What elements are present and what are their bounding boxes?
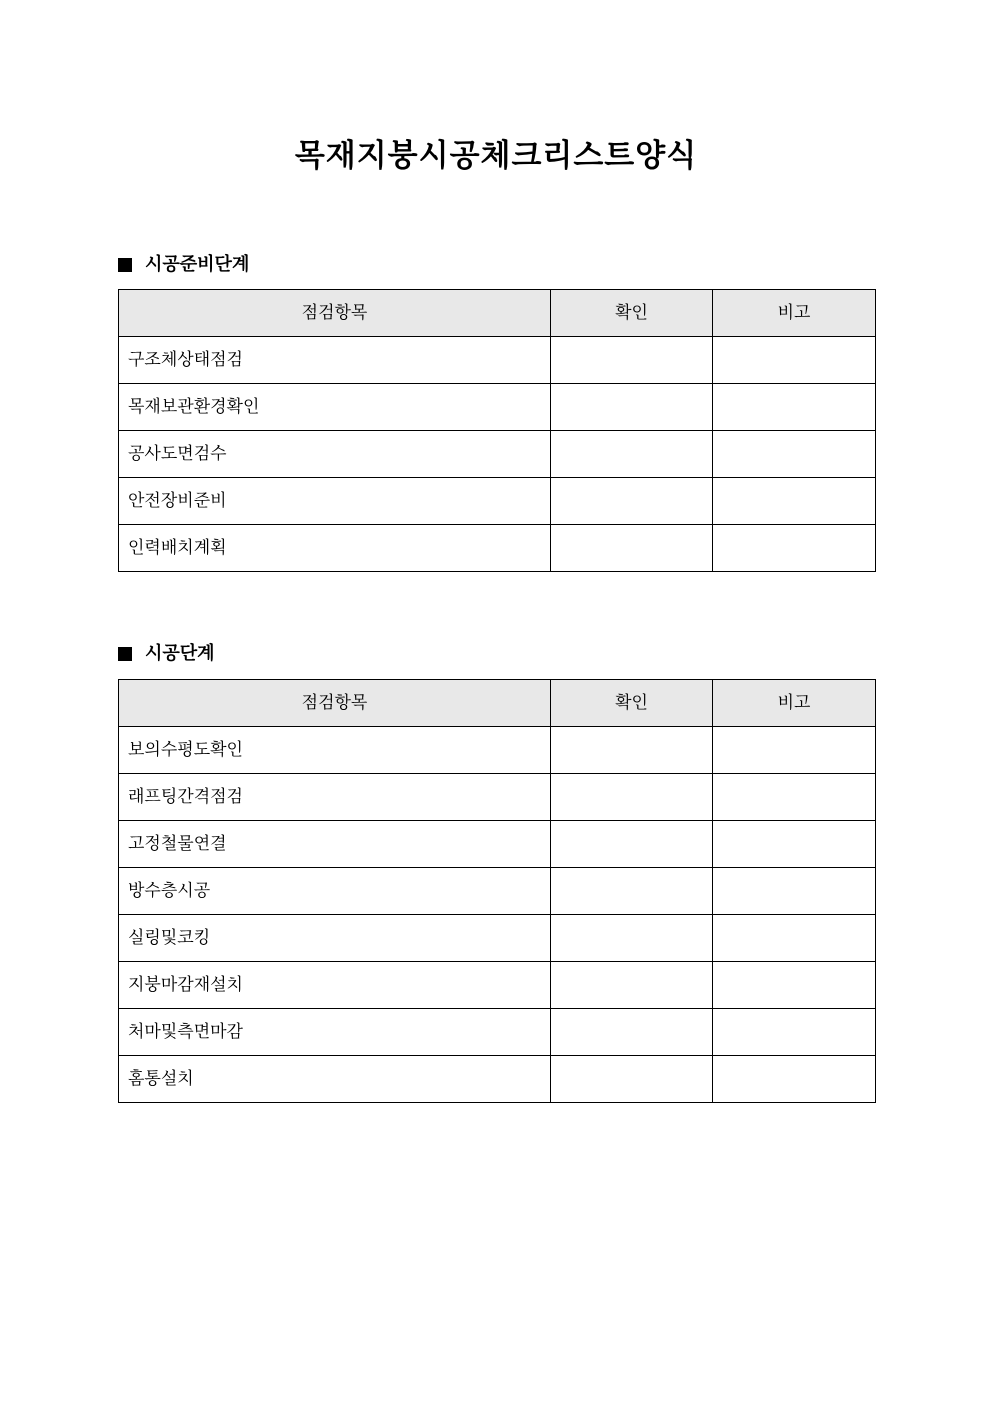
black-square-icon <box>118 647 132 661</box>
item-cell: 처마및측면마감 <box>119 1009 551 1056</box>
note-cell[interactable] <box>713 962 876 1009</box>
item-cell: 실링및코킹 <box>119 915 551 962</box>
table-row <box>119 337 876 384</box>
section-heading-label: 시공단계 <box>145 643 215 664</box>
note-cell[interactable] <box>713 337 876 384</box>
item-cell: 공사도면검수 <box>119 431 551 478</box>
check-cell[interactable] <box>551 1056 713 1103</box>
note-cell[interactable] <box>713 727 876 774</box>
check-cell[interactable] <box>551 915 713 962</box>
check-cell[interactable] <box>551 774 713 821</box>
item-cell: 지붕마감재설치 <box>119 962 551 1009</box>
table-row <box>119 821 876 868</box>
column-header-note: 비고 <box>713 290 876 337</box>
section-heading-construction <box>118 642 215 666</box>
table-header-row <box>119 680 876 727</box>
table-row <box>119 478 876 525</box>
item-cell: 고정철물연결 <box>119 821 551 868</box>
check-cell[interactable] <box>551 384 713 431</box>
check-cell[interactable] <box>551 821 713 868</box>
table-row <box>119 431 876 478</box>
item-cell: 목재보관환경확인 <box>119 384 551 431</box>
check-cell[interactable] <box>551 1009 713 1056</box>
item-cell: 인력배치계획 <box>119 525 551 572</box>
check-cell[interactable] <box>551 478 713 525</box>
note-cell[interactable] <box>713 431 876 478</box>
item-cell: 방수층시공 <box>119 868 551 915</box>
table-row <box>119 774 876 821</box>
item-cell: 보의수평도확인 <box>119 727 551 774</box>
section-heading-preparation <box>118 253 249 277</box>
column-header-check: 확인 <box>551 680 713 727</box>
item-cell: 홈통설치 <box>119 1056 551 1103</box>
column-header-note: 비고 <box>713 680 876 727</box>
check-cell[interactable] <box>551 337 713 384</box>
table-row <box>119 1009 876 1056</box>
table-row <box>119 727 876 774</box>
table-row <box>119 525 876 572</box>
note-cell[interactable] <box>713 478 876 525</box>
item-cell: 구조체상태점검 <box>119 337 551 384</box>
item-cell: 안전장비준비 <box>119 478 551 525</box>
note-cell[interactable] <box>713 868 876 915</box>
column-header-item: 점검항목 <box>119 680 551 727</box>
column-header-item: 점검항목 <box>119 290 551 337</box>
check-cell[interactable] <box>551 868 713 915</box>
black-square-icon <box>118 258 132 272</box>
table-row <box>119 868 876 915</box>
section-heading-label: 시공준비단계 <box>145 254 250 275</box>
column-header-check: 확인 <box>551 290 713 337</box>
note-cell[interactable] <box>713 1056 876 1103</box>
check-cell[interactable] <box>551 962 713 1009</box>
note-cell[interactable] <box>713 774 876 821</box>
construction-checklist-table <box>118 679 876 1103</box>
check-cell[interactable] <box>551 431 713 478</box>
note-cell[interactable] <box>713 525 876 572</box>
item-cell: 래프팅간격점검 <box>119 774 551 821</box>
table-row <box>119 384 876 431</box>
note-cell[interactable] <box>713 821 876 868</box>
table-header-row <box>119 290 876 337</box>
check-cell[interactable] <box>551 727 713 774</box>
note-cell[interactable] <box>713 384 876 431</box>
table-row <box>119 962 876 1009</box>
document-title: 목재지붕시공체크리스트양식 <box>294 138 698 174</box>
table-row <box>119 1056 876 1103</box>
note-cell[interactable] <box>713 915 876 962</box>
preparation-checklist-table <box>118 289 876 572</box>
table-row <box>119 915 876 962</box>
check-cell[interactable] <box>551 525 713 572</box>
note-cell[interactable] <box>713 1009 876 1056</box>
